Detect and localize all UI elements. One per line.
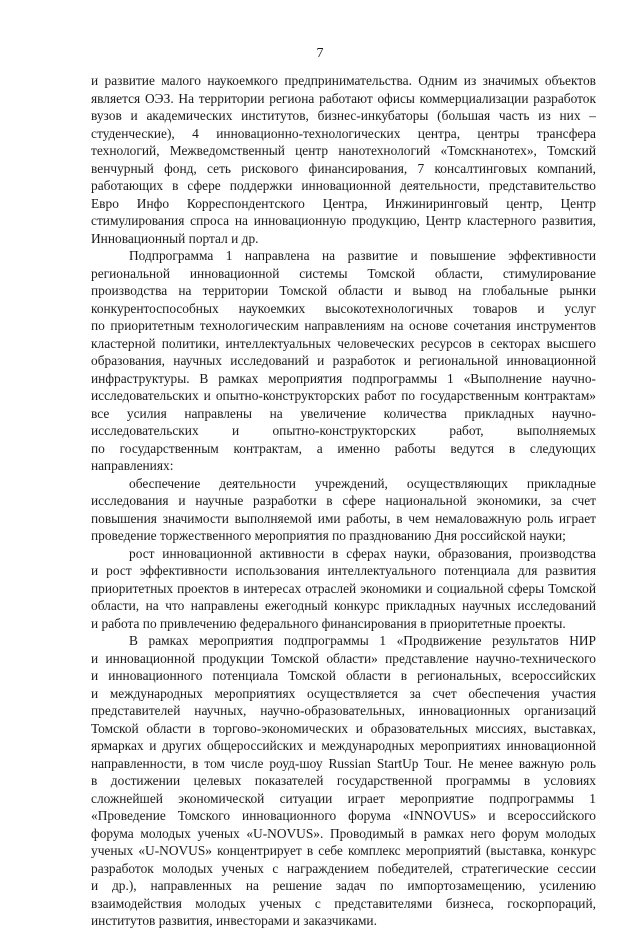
text-line: обеспечение деятельности учреждений, осуществляющих прикладные	[129, 475, 596, 491]
text-line: области, на что направлены ежегодный конкурс прикладных научных исследований	[91, 598, 596, 613]
text-line: студенческие), 4 инновационно-технологических центра, центры трансфера	[91, 125, 596, 141]
text-line: работающих в сфере поддержки инновационной деятельности, представительство	[91, 178, 596, 193]
text-line: институтов развития, инвесторами и заказчиками.	[91, 913, 377, 928]
text-line: венчурный фонд, сеть рискового финансирования, 7 консалтинговых компаний,	[91, 160, 596, 176]
text-line: все усилия направлены на увеличение количества прикладных научно-	[91, 405, 596, 421]
text-line: исследовательских и опытно-конструкторских работ по государственным контрактам»	[91, 388, 596, 403]
text-line: региональной инновационной системы Томской области, стимулирование	[91, 265, 596, 281]
text-line: Инновационный портал и др.	[91, 230, 259, 246]
page-number: 7	[316, 46, 324, 61]
text-line: и др.), направленных на решение задач по импортозамещению, усилению	[91, 878, 596, 893]
text-line: Евро Инфо Корреспондентского Центра, Инжиниринговый центр, Центр	[91, 195, 596, 211]
text-line: разработок молодых ученых с награждением победителей, стратегические сессии	[91, 860, 596, 876]
text-line: направленности, в том числе роуд-шоу Russian StartUp Tour. Не менее важную роль	[91, 755, 596, 771]
text-line: направлениях:	[91, 458, 174, 473]
text-line: и работа по привлечению федерального финансирования в приоритетные проекты.	[91, 615, 566, 631]
text-line: «Проведение Томского инновационного форума «INNOVUS» и всероссийского	[91, 808, 596, 823]
text-line: исследовательских и опытно-конструкторских работ, выполняемых	[91, 423, 596, 438]
text-line: образования, научных исследований и разработок и региональной инновационной	[91, 353, 596, 368]
text-line: по приоритетным технологическим направлениям на основе сочетания инструментов	[91, 318, 596, 333]
text-line: сложнейшей экономической ситуации играет мероприятие подпрограммы 1	[91, 790, 596, 806]
text-line: В рамках мероприятия подпрограммы 1 «Продвижение результатов НИР	[129, 633, 596, 648]
text-line: исследования и научные разработки в сфере национальной экономики, за счет	[91, 493, 596, 508]
text-line: конкурентоспособных наукоемких высокотехнологичных товаров и услуг	[91, 300, 596, 316]
text-line: и развитие малого наукоемкого предпринимательства. Одним из значимых объектов	[91, 73, 596, 88]
text-line: производства на территории Томской области и вывод на глобальные рынки	[91, 283, 596, 298]
text-line: и международных мероприятиях осуществляется за счет обеспечения участия	[91, 685, 596, 701]
text-line: Подпрограмма 1 направлена на развитие и повышение эффективности	[129, 248, 596, 263]
text-line: и инновационной продукции Томской области» представление научно-технического	[91, 650, 596, 666]
text-line: и рост эффективности использования интеллектуального потенциала для развития	[91, 563, 596, 578]
text-line: форума молодых ученых «U-NOVUS». Проводимый в рамках него форум молодых	[91, 825, 596, 841]
text-line: вузов и академических институтов, бизнес-инкубаторы (большая часть из них –	[91, 108, 596, 123]
text-line: по государственным контрактам, а именно работы ведутся в следующих	[91, 440, 596, 456]
text-line: инфраструктуры. В рамках мероприятия подпрограммы 1 «Выполнение научно-	[91, 370, 596, 386]
text-line: рост инновационной активности в сферах науки, образования, производства	[129, 545, 596, 561]
text-line: кластерной политики, интеллектуальных человеческих ресурсов в секторах высшего	[91, 335, 596, 351]
text-line: ученых «U-NOVUS» концентрирует в себе комплекс мероприятий (выставка, конкурс	[91, 843, 596, 858]
text-line: стимулирования спроса на инновационную продукцию, Центр кластерного развития,	[91, 213, 596, 228]
text-line: в достижении целевых показателей государственной программы в условиях	[91, 773, 596, 788]
text-line: и инновационного потенциала Томской области в региональных, всероссийских	[91, 668, 596, 683]
text-line: повышения значимости выполняемой ими работы, в чем немаловажную роль играет	[91, 510, 596, 526]
text-line: взаимодействия молодых ученых с представителями бизнеса, госкорпораций,	[91, 895, 596, 911]
body-text	[91, 72, 596, 930]
text-line: ярмарках и других общероссийских и международных мероприятиях инновационной	[91, 738, 596, 753]
text-line: проведение торжественного мероприятия по празднованию Дня российской науки;	[91, 528, 566, 543]
text-line: технологий, Межведомственный центр нанотехнологий «Томскнанотех», Томский	[91, 143, 596, 158]
text-line: приоритетных проектов в интересах отраслей экономики и социальной сферы Томской	[91, 580, 596, 596]
text-line: представителей научных, научно-образовательных, инновационных организаций	[91, 703, 596, 718]
text-line: является ОЭЗ. На территории региона работают офисы коммерциализации разработок	[91, 90, 596, 106]
text-line: Томской области в торгово-экономических и образовательных миссиях, выставках,	[91, 720, 596, 736]
